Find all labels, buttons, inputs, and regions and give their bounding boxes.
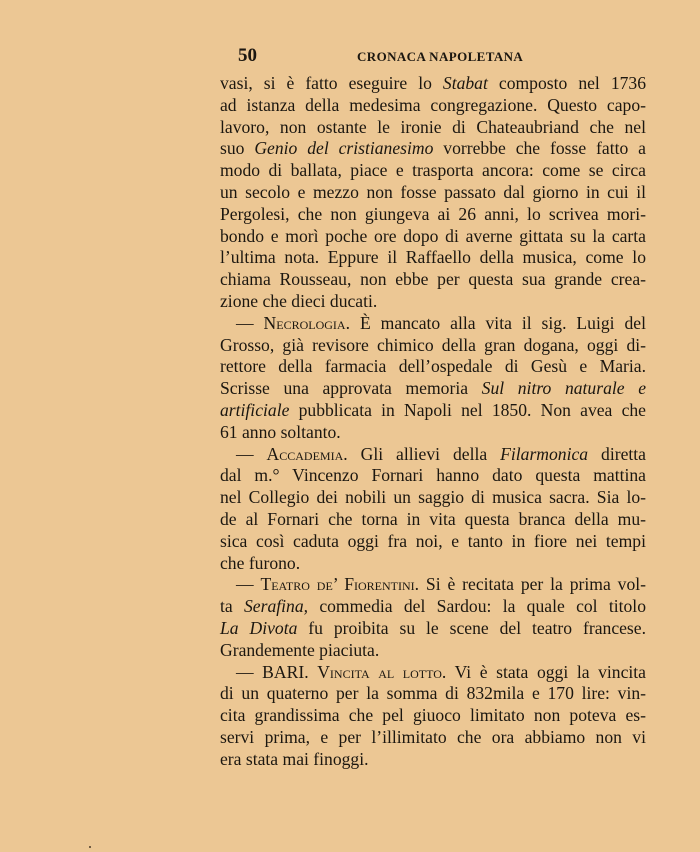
text-run: diretta [588, 443, 646, 464]
text-run: l’ultima nota. Eppure il Raffaello della musica, come lo [220, 247, 646, 268]
text-run: . È mancato alla vita il sig. Luigi del [345, 312, 646, 333]
text-run: Scrisse una approvata memoria [220, 378, 482, 399]
text-line [220, 531, 646, 553]
text-run: dal m.° Vincenzo Fornari hanno dato questa mattina [220, 465, 646, 486]
text-line [220, 117, 646, 139]
text-run: composto nel 1736 [487, 73, 647, 93]
italic-title: Genio del cristianesimo [254, 138, 434, 159]
text-line [220, 400, 646, 422]
text-line [220, 553, 646, 575]
section-heading: Vincita al lotto [317, 661, 442, 682]
section-heading: Teatro de’ Fiorentini [260, 574, 415, 595]
text-line [220, 465, 646, 487]
text-run: bondo e morì poche ore dopo di averne gittata su la carta [220, 225, 646, 246]
italic-title: Sul nitro naturale e [481, 378, 647, 399]
text-line [220, 683, 646, 705]
text-run: . Si è recitata per la prima vol- [414, 574, 647, 595]
text-line [220, 269, 646, 291]
text-line [220, 640, 646, 662]
text-line [220, 727, 646, 749]
text-run: . Vi è stata oggi la vincita [441, 661, 646, 682]
text-run: Pergolesi, che non giungeva ai 26 anni, lo scrivea mori- [220, 203, 646, 224]
italic-title: Filarmonica [500, 443, 589, 464]
text-line [220, 291, 646, 313]
text-line [220, 356, 646, 378]
text-line [220, 705, 646, 727]
text-line [220, 596, 646, 618]
section-heading: Necrologia [263, 312, 346, 333]
text-line [220, 509, 646, 531]
running-title: CRONACA NAPOLETANA [357, 49, 524, 64]
text-run: — [236, 312, 264, 333]
text-run: — [236, 443, 267, 464]
text-run: nel Collegio dei nobili un saggio di musica sacra. Sia lo- [220, 487, 646, 508]
text-run: zione che dieci ducati. [220, 290, 378, 311]
text-run: vorrebbe che fosse fatto a [433, 138, 646, 159]
paragraph-first-line [220, 662, 646, 684]
text-run: Grandemente piaciuta. [220, 639, 380, 660]
text-line [220, 378, 646, 400]
text-run: 61 anno soltanto. [220, 421, 341, 442]
paragraph-first-line [220, 313, 646, 335]
text-line [220, 204, 646, 226]
italic-title: Serafina, [244, 596, 309, 617]
text-run: lavoro, non ostante le ironie di Chateaubriand che nel [220, 116, 646, 137]
text-run: che furono. [220, 552, 301, 573]
text-line [220, 618, 646, 640]
text-run: era stata mai finoggi. [220, 748, 369, 769]
text-line [220, 226, 646, 248]
page-number: 50 [238, 45, 257, 66]
paragraph-first-line [220, 574, 646, 596]
text-run: pubblicata in Napoli nel 1850. Non avea che [289, 399, 646, 420]
text-line [220, 95, 646, 117]
text-run: de al Fornari che torna in vita questa branca della mu- [220, 508, 646, 529]
italic-title: Stabat [442, 73, 488, 93]
text-run: — [236, 574, 261, 595]
italic-title: La Divota [220, 617, 298, 638]
text-line [220, 247, 646, 269]
text-run: — BARI. [236, 661, 318, 682]
text-run: servi prima, e per l’illimitato che ora abbiamo non vi [220, 726, 646, 747]
text-line [220, 138, 646, 160]
text-run: . Gli allievi della [343, 443, 501, 464]
text-run: un secolo e mezzo non fosse passato dal giorno in cui il [220, 181, 646, 202]
section-heading: Accademia [266, 443, 344, 464]
text-run: ta [220, 596, 244, 617]
text-line [220, 749, 646, 771]
text-run: vasi, si è fatto eseguire lo [220, 73, 443, 93]
text-run: commedia del Sardou: la quale col titolo [308, 596, 646, 617]
text-line [220, 182, 646, 204]
body-text [220, 73, 646, 771]
text-run: modo di ballata, piace e trasporta ancora: come se circa [220, 160, 646, 181]
text-run: fu proibita su le scene del teatro francese. [297, 617, 646, 638]
running-head [220, 45, 646, 67]
text-run: rettore della farmacia dell’ospedale di Gesù e Maria. [220, 356, 646, 377]
paper-speck [89, 846, 91, 848]
text-run: ad istanza della medesima congregazione. Questo capo- [220, 94, 646, 115]
text-run: cita grandissima che pel giuoco limitato non poteva es- [220, 705, 646, 726]
text-line [220, 160, 646, 182]
text-line [220, 487, 646, 509]
text-line [220, 335, 646, 357]
text-run: sica così caduta oggi fra noi, e tanto in fiore nei tempi [220, 530, 646, 551]
paragraph-first-line [220, 444, 646, 466]
text-line [220, 422, 646, 444]
text-run: di un quaterno per la somma di 832mila e 170 lire: vin- [220, 683, 646, 704]
text-line [220, 73, 646, 95]
text-run: Grosso, già revisore chimico della gran dogana, oggi di- [220, 334, 646, 355]
text-run: suo [220, 138, 255, 159]
italic-title: artificiale [220, 399, 290, 420]
text-run: chiama Rousseau, non ebbe per questa sua grande crea- [220, 269, 646, 290]
